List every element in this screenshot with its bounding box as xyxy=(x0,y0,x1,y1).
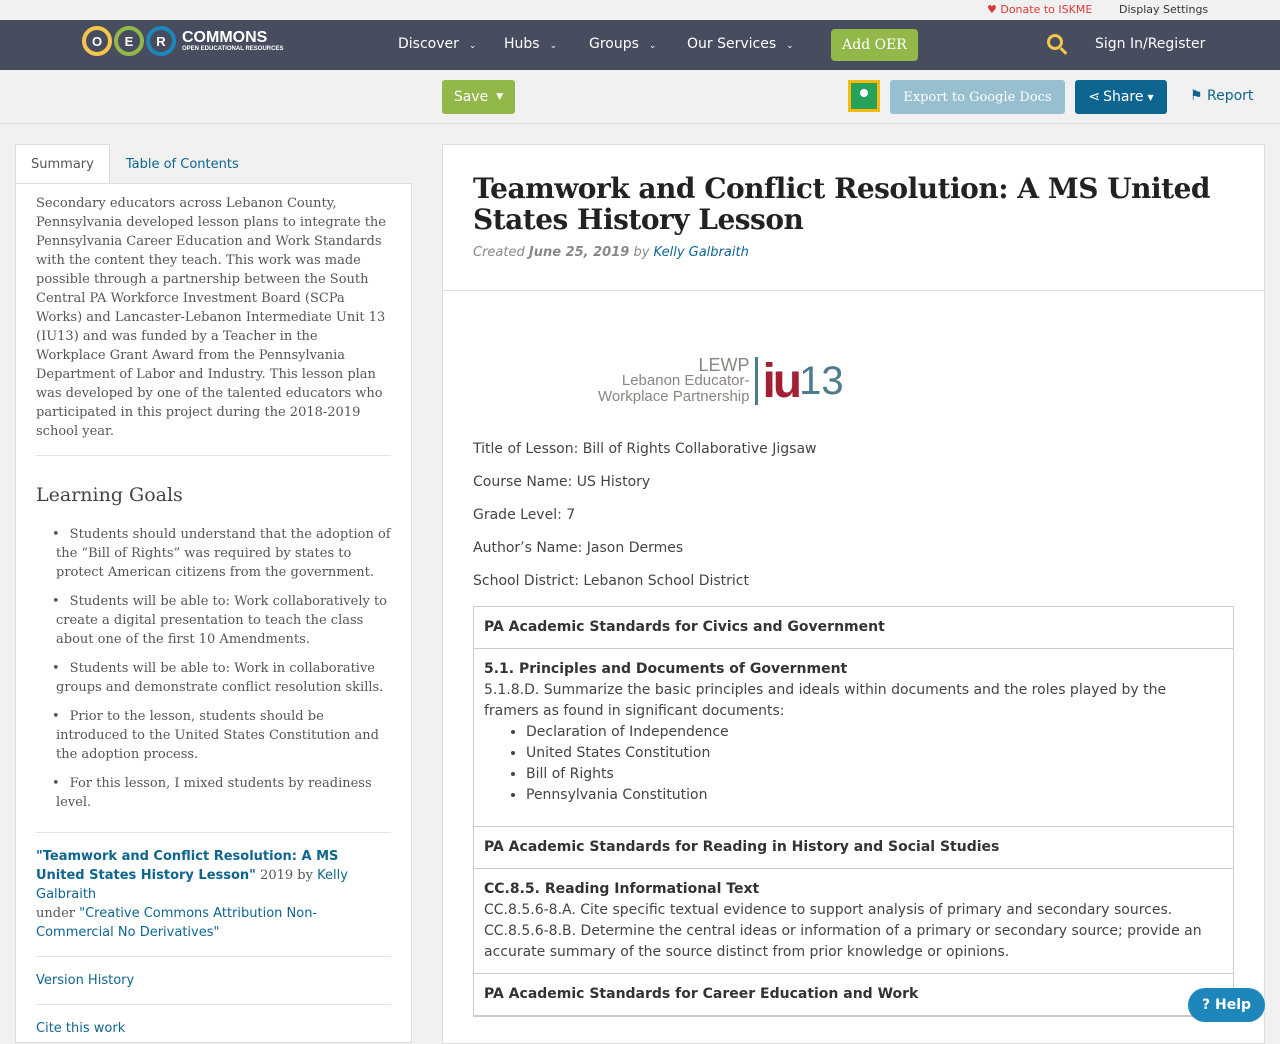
standard-text: CC.8.5.6-8.B. Determine the central ideas or information of a primary or secondary source; provide an accurate summary of the source distinct from prior knowledge or opinions. xyxy=(484,923,1202,960)
standard-title: CC.8.5. Reading Informational Text xyxy=(484,881,760,897)
list-item: • Students will be able to: Work in collaborative groups and demonstrate conflict resolution skills. xyxy=(56,659,391,697)
nav-label: Discover xyxy=(398,36,459,52)
export-google-docs-button[interactable]: Export to Google Docs xyxy=(890,80,1065,114)
summary-text: Secondary educators across Lebanon County, Pennsylvania developed lesson plans to integrate the Pennsylvania Career Education and Work Standards with the content they teach. This work was made possible through a partnership between the South Central PA Workforce Investment Board (SCPa Works) and Lancaster-Lebanon Intermediate Unit 13 (IU13) and was funded by a Teacher in the Workplace Grant Award from the Pennsylvania Department of Labor and Industry. This lesson plan was developed by one of the talented educators who participated in this project during the 2018-2019 school year. xyxy=(36,196,386,439)
share-label: Share xyxy=(1103,89,1144,105)
divider xyxy=(36,455,391,456)
standard-text: CC.8.5.6-8.A. Cite specific textual evidence to support analysis of primary and secondary sources. xyxy=(484,902,1173,918)
nav-label: Groups xyxy=(589,36,639,52)
list-item: • Students will be able to: Work collaboratively to create a digital presentation to teach the class about one of the first 10 Amendments. xyxy=(56,592,391,649)
created-label: Created xyxy=(473,245,529,260)
add-oer-button[interactable]: Add OER xyxy=(831,29,918,61)
chevron-down-icon: ⌄ xyxy=(648,41,657,51)
lesson-field: Course Name: US History xyxy=(473,474,651,490)
nav-our-services[interactable] xyxy=(687,36,794,52)
version-history-link[interactable]: Version History xyxy=(36,973,135,988)
save-label: Save xyxy=(453,89,489,105)
created-date: June 25, 2019 xyxy=(528,245,630,260)
main-nav xyxy=(0,20,1280,70)
donate-link[interactable]: ♥ Donate to ISKME xyxy=(987,3,1093,16)
resource-content xyxy=(442,144,1265,1044)
tab-summary[interactable]: Summary xyxy=(15,144,110,184)
learning-goals-heading: Learning Goals xyxy=(36,484,183,506)
classroom-icon xyxy=(860,89,868,97)
lesson-field: Author’s Name: Jason Dermes xyxy=(473,540,684,556)
logo-r: R xyxy=(146,26,176,56)
cite-title-link[interactable]: "Teamwork and Conflict Resolution: A MS United States History Lesson" xyxy=(36,849,339,883)
oer-commons-logo[interactable] xyxy=(82,26,283,56)
lesson-field: School District: Lebanon School District xyxy=(473,573,749,589)
flag-icon: ⚑ xyxy=(1190,88,1203,104)
logo-tagline: OPEN EDUCATIONAL RESOURCES xyxy=(182,45,284,52)
standards-heading: PA Academic Standards for Reading in History and Social Studies xyxy=(484,839,1000,855)
save-button[interactable] xyxy=(442,80,515,114)
share-icon: ⋖ xyxy=(1088,89,1101,105)
standard-text: 5.1.8.D. Summarize the basic principles and ideals within documents and the roles played by the framers as found in significant documents: xyxy=(484,682,1167,719)
resource-meta xyxy=(473,245,1234,260)
list-item: • Pennsylvania Constitution xyxy=(526,785,1223,806)
logo-line: Lebanon Educator- xyxy=(621,372,750,389)
nav-discover[interactable] xyxy=(398,36,476,52)
chevron-down-icon: ⌄ xyxy=(549,41,558,51)
lewp-iu13-logo xyxy=(598,351,1234,411)
display-settings-link[interactable]: Display Settings xyxy=(1119,3,1209,16)
page-title: Teamwork and Conflict Resolution: A MS United States History Lesson xyxy=(473,172,1210,236)
list-item: • For this lesson, I mixed students by readiness level. xyxy=(56,774,391,812)
chevron-down-icon: ⌄ xyxy=(468,41,477,51)
cite-under: under xyxy=(36,906,80,921)
logo-iu: iu xyxy=(762,354,800,408)
report-label: Report xyxy=(1207,88,1254,104)
logo-name: COMMONS xyxy=(182,28,268,46)
tab-table-of-contents[interactable]: Table of Contents xyxy=(125,157,239,172)
report-link[interactable] xyxy=(1190,88,1253,104)
logo-o: O xyxy=(82,26,112,56)
lesson-field: Grade Level: 7 xyxy=(473,507,576,523)
logo-e: E xyxy=(114,26,144,56)
resource-toolbar xyxy=(0,70,1280,124)
chevron-down-icon: ⌄ xyxy=(786,41,794,51)
cite-this-work-link[interactable]: Cite this work xyxy=(36,1021,126,1036)
standard-title: 5.1. Principles and Documents of Government xyxy=(484,661,848,677)
by-label: by xyxy=(629,245,654,260)
list-item: • Bill of Rights xyxy=(526,764,1223,785)
nav-label: Our Services xyxy=(687,36,777,52)
logo-13: 13 xyxy=(799,358,844,403)
author-link[interactable]: Kelly Galbraith xyxy=(653,245,749,260)
cite-year: 2019 by xyxy=(255,868,318,883)
list-item: • United States Constitution xyxy=(526,743,1223,764)
license-link[interactable]: "Creative Commons Attribution Non-Commercial No Derivatives" xyxy=(36,906,318,940)
lesson-field: Title of Lesson: Bill of Rights Collaborative Jigsaw xyxy=(473,441,817,457)
google-classroom-button[interactable] xyxy=(848,80,880,112)
standards-table xyxy=(473,606,1234,1017)
share-button[interactable] xyxy=(1075,80,1167,114)
sidebar-tabs xyxy=(15,144,255,184)
summary-panel xyxy=(15,183,412,1043)
nav-groups[interactable] xyxy=(589,36,656,52)
standards-heading: PA Academic Standards for Civics and Government xyxy=(484,619,885,635)
list-item: • Declaration of Independence xyxy=(526,722,1223,743)
caret-down-icon: ▼ xyxy=(1147,92,1154,102)
divider xyxy=(36,832,391,833)
nav-label: Hubs xyxy=(504,36,540,52)
logo-line: Workplace Partnership xyxy=(598,388,750,405)
logo-line: LEWP xyxy=(698,355,750,375)
caret-down-icon: ▼ xyxy=(496,92,504,102)
list-item: • Prior to the lesson, students should be introduced to the United States Constitution and the adoption process. xyxy=(56,707,391,764)
search-icon[interactable] xyxy=(1047,34,1063,50)
divider xyxy=(36,956,391,957)
attribution xyxy=(36,847,391,942)
list-item: • Students should understand that the adoption of the “Bill of Rights” was required by states to protect American citizens from the government. xyxy=(56,525,391,582)
sign-in-link[interactable]: Sign In/Register xyxy=(1095,36,1206,52)
learning-goals-list xyxy=(36,525,391,812)
utility-bar xyxy=(0,0,1280,20)
divider xyxy=(36,1004,391,1005)
author-link[interactable]: Kelly Galbraith xyxy=(36,868,348,902)
standards-heading: PA Academic Standards for Career Education and Work xyxy=(484,986,919,1002)
nav-hubs[interactable] xyxy=(504,36,557,52)
help-button[interactable]: ? Help xyxy=(1188,988,1265,1022)
